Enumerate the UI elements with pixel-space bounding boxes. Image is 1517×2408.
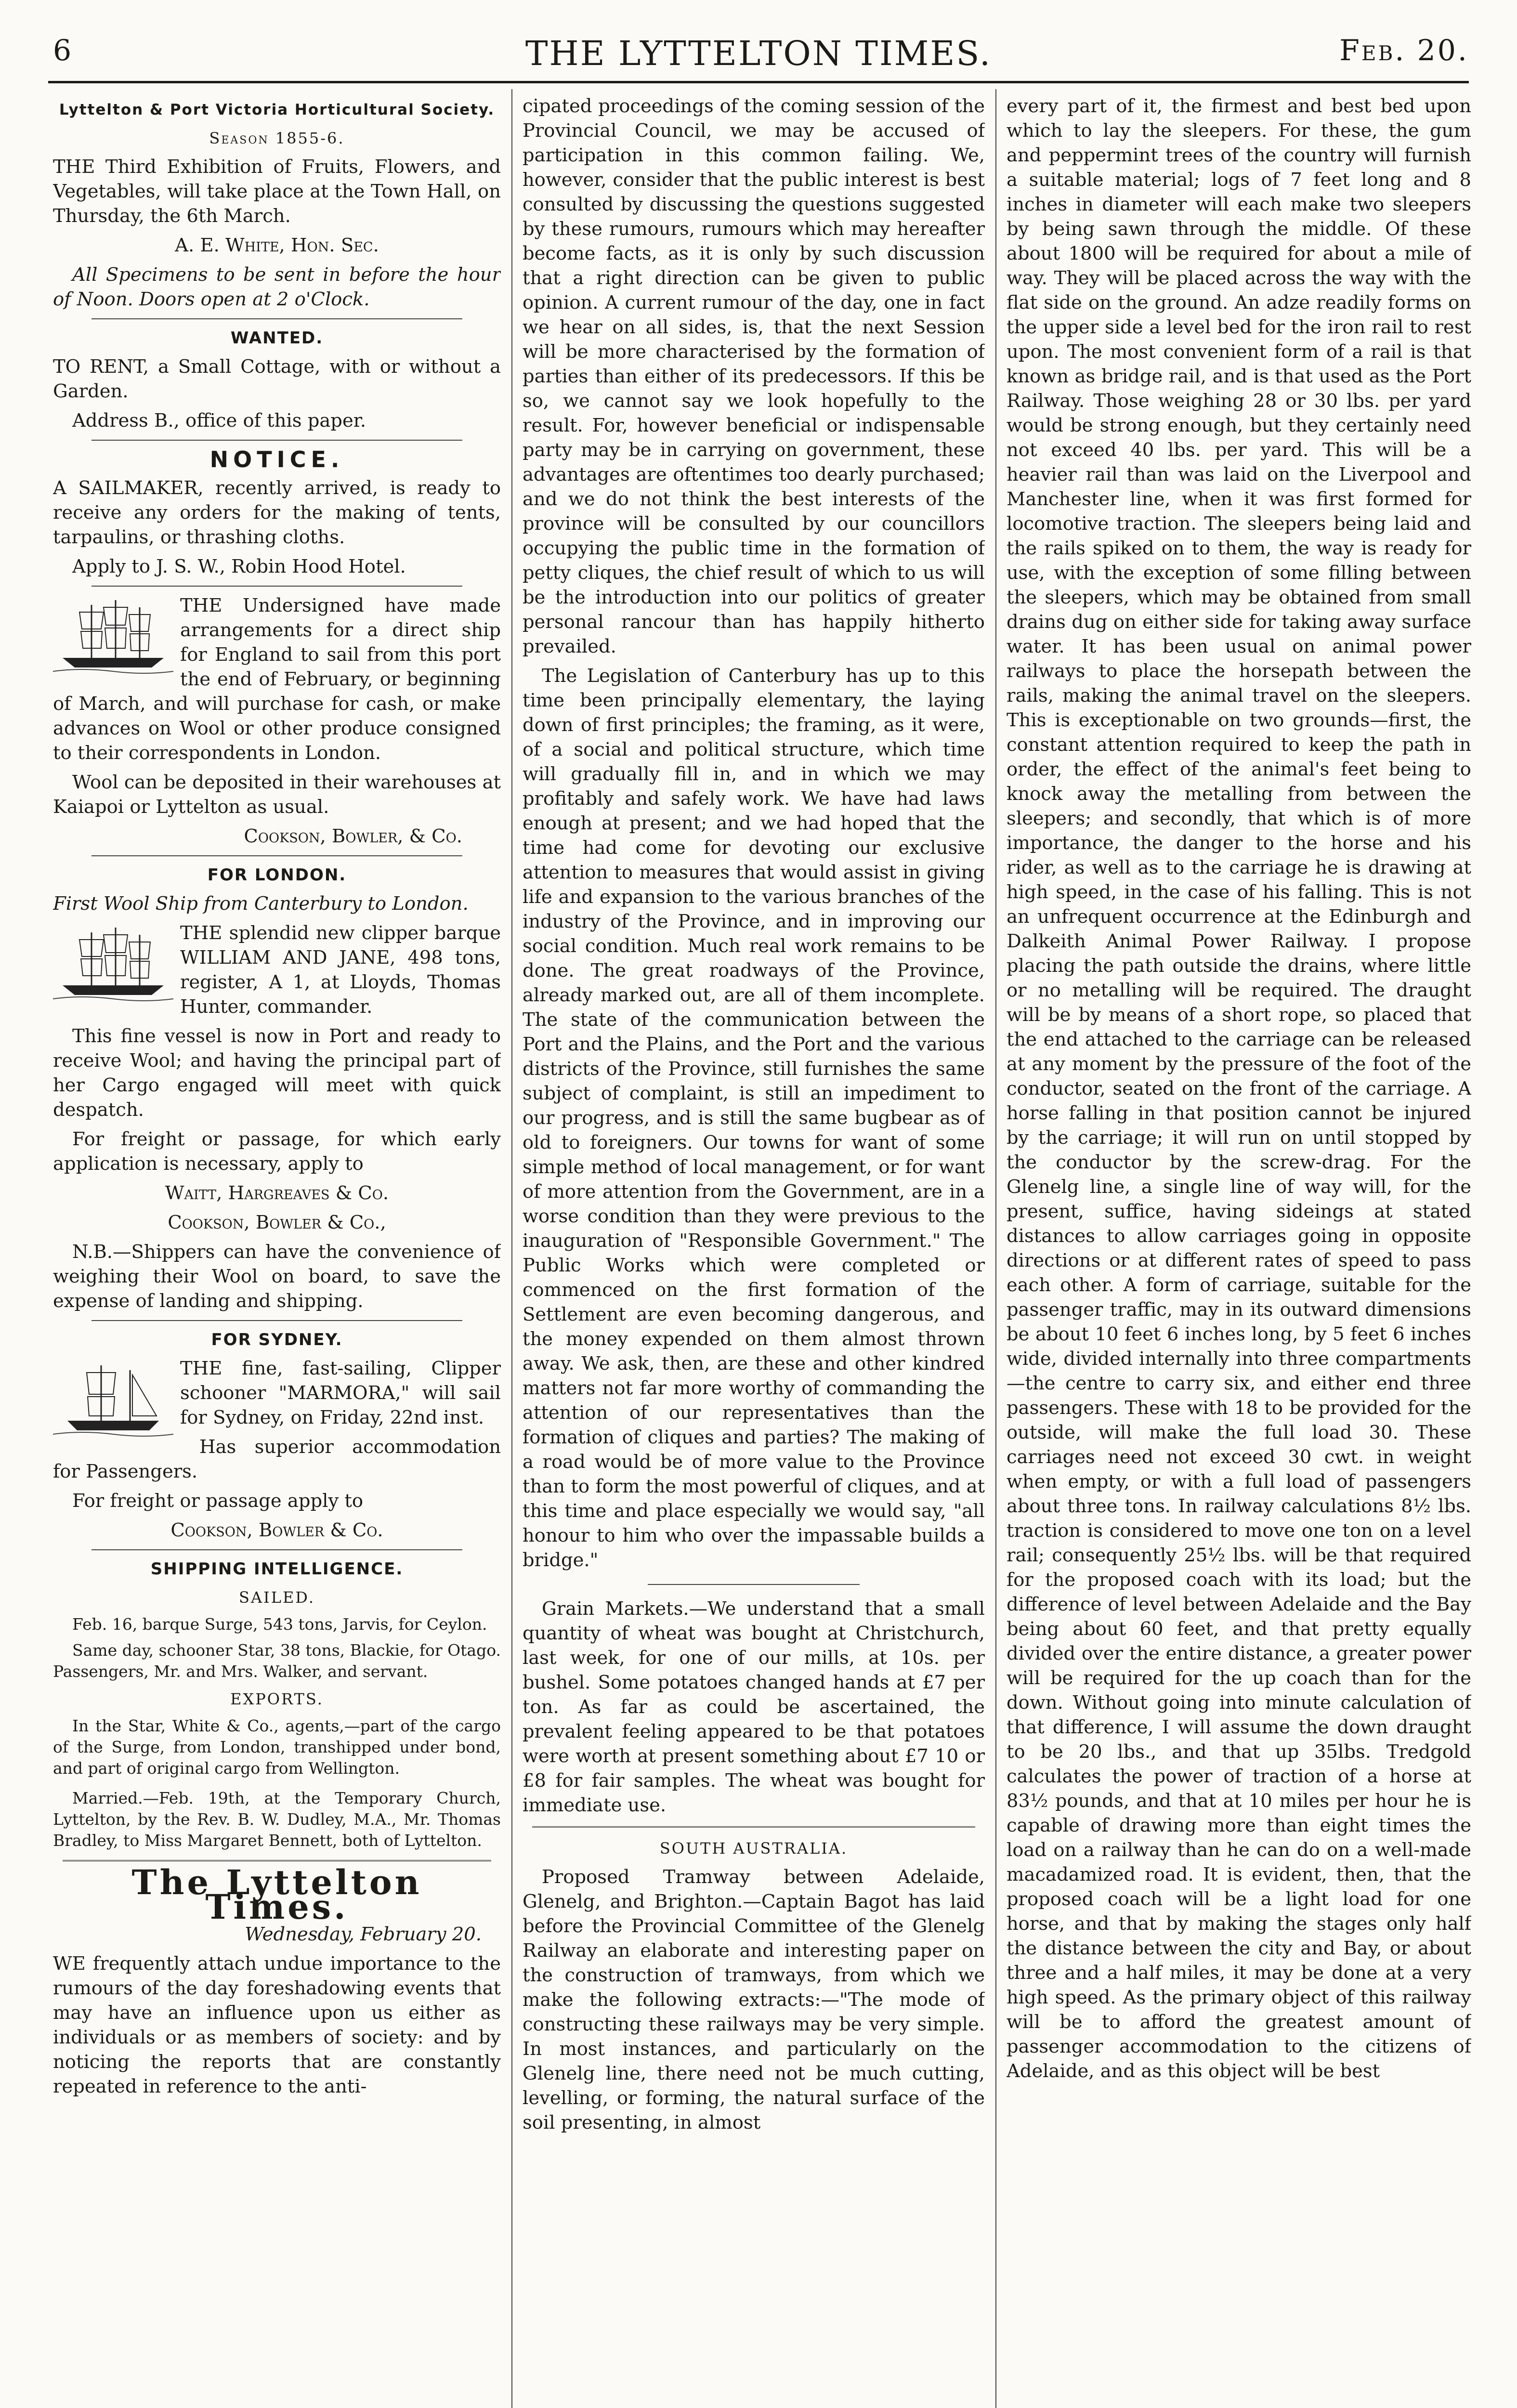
sydney-body-2: Has superior accommodation for Passengers. [53,1436,501,1482]
issue-date: Feb. 20. [1339,34,1469,67]
hort-season: Season 1855-6. [209,129,345,147]
divider [532,1826,975,1828]
divider [92,1549,462,1550]
sailing-ship-icon [53,1358,173,1440]
shipping-heading: SHIPPING INTELLIGENCE. [150,1559,404,1579]
exports-entry: In the Star, White & Co., agents,—part of the cargo of the Surge, from London, transhipped under bond, and part of original cargo from Wellington. [53,1716,501,1778]
exports-label: EXPORTS. [230,1690,324,1708]
hort-note: All Specimens to be sent in before the hour of Noon. Doors open at 2 o'Clock. [53,264,501,310]
editorial-continued: cipated proceedings of the coming session of the Provincial Council, we may be accused of participation in this common failing. We, however, consider that the public interest is best consulted by discussing the questions suggested by these rumours, rumours which may hereafter become facts, as it is only by such discussion that a right direction can be given to public opinion. A current rumour of the day, one in fact we hear on all sides, is, that the next Session will be more characterised by the formation of parties than either of its predecessors. If this be so, we cannot say we look hopefully to the result. For, however beneficial or indispensable party may be in carrying on government, these advantages are oftentimes too dearly purchased; and we do not think the best interests of the province will be consulted by our councillors occupying the public time in the formation of petty cliques, the chief result of which to us will be the introduction into our politics of greater personal rancour than has happily hitherto prevailed. [523,95,985,657]
hort-signature: A. E. White, Hon. Sec. [175,235,379,256]
divider [92,1320,462,1321]
column-divider [511,89,512,2408]
hort-body: THE Third Exhibition of Fruits, Flowers, and Vegetables, will take place at the Town Hall, on Thursday, the 6th March. [53,156,501,227]
sailed-label: SAILED. [239,1588,315,1607]
masthead [48,24,1469,77]
london-subheading: First Wool Ship from Canterbury to London. [53,893,469,915]
undersigned-body-2: Wool can be deposited in their warehouses at Kaiapoi or Lyttelton as usual. [53,772,501,818]
london-heading: FOR LONDON. [207,865,347,885]
grain-markets: Grain Markets.—We understand that a small quantity of wheat was bought at Christchurch, last week, for one of our mills, at 10s. per bushel. Some potatoes changed hands at £7 per ton. As far as could be ascertained, the prevalent feeling appeared to be that potatoes were worth at present something about £7 10 or £8 for fair samples. The wheat was bought for immediate use. [523,1598,985,1816]
divider [648,1584,860,1585]
column-2 [523,94,985,2408]
divider [92,440,462,441]
column-divider [995,89,996,2408]
london-agent-1: Waitt, Hargreaves & Co. [165,1182,389,1204]
tramway-article: Proposed Tramway between Adelaide, Glenelg, and Brighton.—Captain Bagot has laid before the Provincial Committee of the Glenelg Railway an elaborate and interesting paper on the construction of tramways, from which we make the following extracts:—"The mode of constructing these railways may be very simple. In most instances, and particularly on the Glenelg line, there need not be much cutting, levelling, or forming, the natural surface of the soil presenting, in almost [523,1866,985,2133]
notice-apply: Apply to J. S. W., Robin Hood Hotel. [72,556,406,577]
editorial-title: The Lyttelton Times. [131,1862,422,1927]
sydney-heading: FOR SYDNEY. [211,1330,343,1349]
undersigned-signature: Cookson, Bowler, & Co. [244,825,462,847]
married-notice: Married.—Feb. 19th, at the Temporary Church, Lyttelton, by the Rev. B. W. Dudley, M.A., Mr. Thomas Bradley, to Miss Margaret Bennett, both of Lyttelton. [53,1789,501,1850]
divider [92,586,462,587]
london-body-3: For freight or passage, for which early application is necessary, apply to [53,1128,501,1175]
london-body: THE splendid new clipper barque WILLIAM AND JANE, 498 tons, register, A 1, at Lloyds, Thomas Hunter, commander. [180,922,501,1018]
wanted-heading: WANTED. [230,328,324,348]
editorial-paragraph: The Legislation of Canterbury has up to this time been principally elementary, the laying down of first principles; the framing, as it were, of a social and political structure, which time will gradually fill in, and in which we may profitably and safely work. We have had laws enough at present; and we had hoped that the time had come for devoting our exclusive attention to measures that would assist in giving life and expansion to the various branches of the industry of the Province, and in improving our social condition. Much real work remains to be done. The great roadways of the Province, already marked out, are all of them incomplete. The state of the communication between the Port and the Plains, and the Port and the various districts of the Province, still furnishes the same subject of complaint, is still an impediment to our progress, and is still the same bugbear as of old to foreigners. Our towns for want of some simple method of local management, or for want of more attention from the Government, are in a worse condition than they were previous to the inauguration of "Responsible Government." The Public Works which were completed or commenced on the first formation of the Settlement are even becoming dangerous, and the money expended on them almost thrown away. We ask, then, are these and other kindred matters not far more worthy of commanding the attention of our representatives than the formation of cliques and parties? The making of a road would be of more value to the Province than to form the most powerful of cliques, and at this time and place especially we would say, "all honour to him who over the impassable builds a bridge." [523,665,985,1571]
wanted-address: Address B., office of this paper. [72,410,366,432]
sydney-agent: Cookson, Bowler & Co. [170,1519,383,1541]
london-agent-2: Cookson, Bowler & Co., [168,1212,386,1233]
hort-title: Lyttelton & Port Victoria Horticultural Society. [59,101,495,118]
south-australia-heading: SOUTH AUSTRALIA. [659,1839,848,1858]
paper-title: THE LYTTELTON TIMES. [525,34,992,73]
column-1 [53,94,501,2408]
undersigned-body: THE Undersigned have made arrangements for a direct ship for England to sail from this port the end of February, or beginning of March, and will purchase for cash, or make advances on Wool or other produce consigned to their correspondents in London. [53,595,501,764]
editorial-dateline: Wednesday, February 20. [245,1924,482,1945]
sydney-body-3: For freight or passage apply to [72,1490,364,1512]
sailing-ship-icon [53,923,173,1005]
sydney-body: THE fine, fast-sailing, Clipper schooner "MARMORA," will sail for Sydney, on Friday, 22nd inst. [180,1358,501,1428]
divider [63,1860,491,1861]
editorial-body: WE frequently attach undue importance to the rumours of the day foreshadowing events that may have an influence upon us either as individuals or as members of society: and by noticing the reports that are constantly repeated in reference to the anti- [53,1953,501,2097]
sailed-entry: Same day, schooner Star, 38 tons, Blackie, for Otago. Passengers, Mr. and Mrs. Walker, and servant. [53,1641,501,1681]
masthead-rule [48,81,1469,83]
sailed-entry: Feb. 16, barque Surge, 543 tons, Jarvis, for Ceylon. [72,1615,487,1634]
divider [92,318,462,319]
sailing-ship-icon [53,595,173,677]
notice-heading: NOTICE. [209,446,344,472]
page-number: 6 [53,34,72,67]
london-nb: N.B.—Shippers can have the convenience of weighing their Wool on board, to save the expense of landing and shipping. [53,1241,501,1312]
column-3 [1007,94,1471,2408]
wanted-body: TO RENT, a Small Cottage, with or without a Garden. [53,356,501,402]
tramway-continued: every part of it, the firmest and best bed upon which to lay the sleepers. For these, the gum and peppermint trees of the country will furnish a suitable material; logs of 7 feet long and 8 inches in diameter will each make two sleepers by being sawn through the middle. Of these about 1800 will be required for about a mile of way. They will be placed across the way with the flat side on the ground. An adze readily forms on the upper side a level bed for the iron rail to rest upon. The most convenient form of a rail is that known as bridge rail, and is that used as the Port Railway. Those weighing 28 or 30 lbs. per yard would be strong enough, but they certainly need not exceed 40 lbs. per yard. This will be a heavier rail than was laid on the Liverpool and Manchester line, when it was first formed for locomotive traction. The sleepers being laid and the rails spiked on to them, the way is ready for use, with the exception of some filling between the sleepers, which may be obtained from small drains dug on either side for taking away surface water. It has been usual on animal power railways to place the horsepath between the rails, making the animal travel on the sleepers. This is exceptionable on two grounds—first, the constant attention required to keep the path in order, the effect of the animal's feet being to knock away the metalling from between the sleepers; and secondly, that which is of more importance, the danger to the horse and his rider, as well as to the carriage he is drawing at high speed, in the case of his falling. This is not an unfrequent occurrence at the Edinburgh and Dalkeith Animal Power Railway. I propose placing the path outside the drains, where little or no metalling will be required. The draught will be by means of a short rope, so placed that the end attached to the carriage can be released at any moment by the pressure of the foot of the conductor, seated on the front of the carriage. A horse falling in that position cannot be injured by the carriage; it will run on until stopped by the conductor by the screw-drag. For the Glenelg line, a single line of way will, for the present, suffice, having sideings at stated distances to allow carriages going in opposite directions or at different rates of speed to pass each other. A form of carriage, suitable for the passenger traffic, may in its outward dimensions be about 10 feet 6 inches long, by 5 feet 6 inches wide, divided internally into three compartments—the centre to carry six, and either end three passengers. These with 18 to be provided for the outside, will make the full load 30. These carriages need not exceed 30 cwt. in weight when empty, or with a full load of passengers about three tons. In railway calculations 8½ lbs. traction is considered to move one ton on a level rail; consequently 25½ lbs. will be that required for the proposed coach with its load; but the difference of level between Adelaide and the Bay being about 60 feet, and that pretty equally divided over the entire distance, a greater power will be required for the up coach than for the down. Without going into minute calculation of that difference, I will assume the down draught to be 20 lbs., and that up 35lbs. Tredgold calculates the power of traction of a horse at 83½ pounds, and that at 10 miles per hour he is capable of drawing more than eight times the load on a railway than he can do on a well-made macadamized road. It is evident, then, that the proposed coach will be a light load for one horse, and that by making the stages only half the distance between the city and Bay, or about three and a half miles, it may be done at a very high speed. As the primary object of this railway will be to afford the greatest amount of passenger accommodation to the citizens of Adelaide, and as this object will be best [1007,95,1471,2082]
notice-body: A SAILMAKER, recently arrived, is ready to receive any orders for the making of tents, tarpaulins, or thrashing cloths. [53,477,501,548]
divider [92,855,462,856]
london-body-2: This fine vessel is now in Port and ready to receive Wool; and having the principal part of her Cargo engaged will meet with quick despatch. [53,1025,501,1121]
